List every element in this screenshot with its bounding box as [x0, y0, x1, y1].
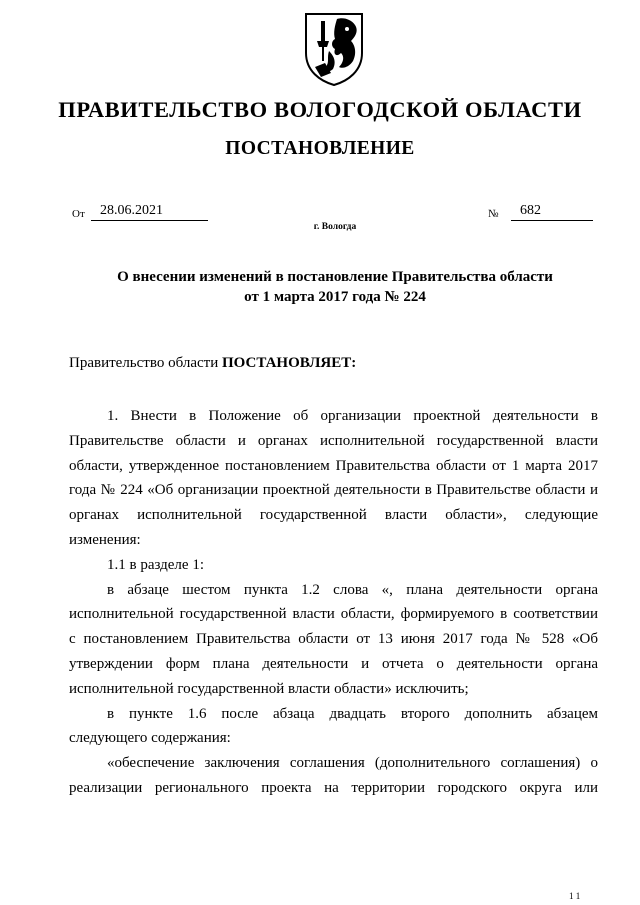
body-line: в абзаце шестом пункта 1.2 слова «, плана деятельности органа — [107, 581, 598, 598]
date-field — [91, 203, 208, 221]
number-field — [511, 203, 593, 221]
body-line: исполнительной государственной власти области, формируемого в соответствии — [69, 606, 598, 623]
body-line: утверждении форм плана деятельности и отчета о деятельности органа — [69, 655, 598, 672]
body-line: года № 224 «Об организации проектной деятельности в Правительстве области и — [69, 482, 598, 499]
body-line: органах исполнительной государственной власти области», следующие — [69, 507, 598, 524]
page-mark: 1 1 — [569, 891, 581, 901]
body-line: изменения: — [69, 531, 141, 548]
body-line: Правительстве области и органах исполнительной государственной власти — [69, 432, 598, 449]
date-value: 28.06.2021 — [100, 203, 163, 218]
body-line: в пункте 1.6 после абзаца двадцать второго дополнить абзацем — [107, 705, 598, 722]
resolve-prefix: Правительство области — [69, 355, 222, 371]
body-line: 1.1 в разделе 1: — [107, 556, 204, 573]
document-body — [69, 404, 598, 801]
body-line: «обеспечение заключения соглашения (дополнительного соглашения) о — [107, 755, 598, 772]
government-title: ПРАВИТЕЛЬСТВО ВОЛОГОДСКОЙ ОБЛАСТИ — [58, 97, 582, 122]
heading-line-2: от 1 марта 2017 года № 224 — [244, 289, 426, 305]
body-line: следующего содержания: — [69, 730, 231, 747]
resolve-keyword: ПОСТАНОВЛЯЕТ: — [221, 355, 357, 371]
date-label: От — [72, 208, 85, 220]
document-type: ПОСТАНОВЛЕНИЕ — [225, 138, 415, 159]
resolve-statement — [69, 355, 356, 372]
body-line: области, утвержденное постановлением Правительства области от 1 марта 2017 — [69, 457, 598, 474]
body-line: с постановлением Правительства области от 13 июня 2017 года № 528 «Об — [69, 631, 598, 648]
body-line: 1. Внести в Положение об организации проектной деятельности в — [107, 408, 598, 424]
body-line: реализации регионального проекта на территории городского округа или — [69, 779, 598, 796]
body-line: исполнительной государственной власти области» исключить; — [69, 680, 469, 697]
number-value: 682 — [520, 203, 541, 218]
heading-line-1: О внесении изменений в постановление Правительства области — [117, 269, 553, 285]
city-label: г. Вологда — [313, 222, 357, 232]
document-heading — [60, 267, 610, 307]
number-label: № — [488, 208, 499, 220]
coat-of-arms-icon — [303, 11, 365, 87]
